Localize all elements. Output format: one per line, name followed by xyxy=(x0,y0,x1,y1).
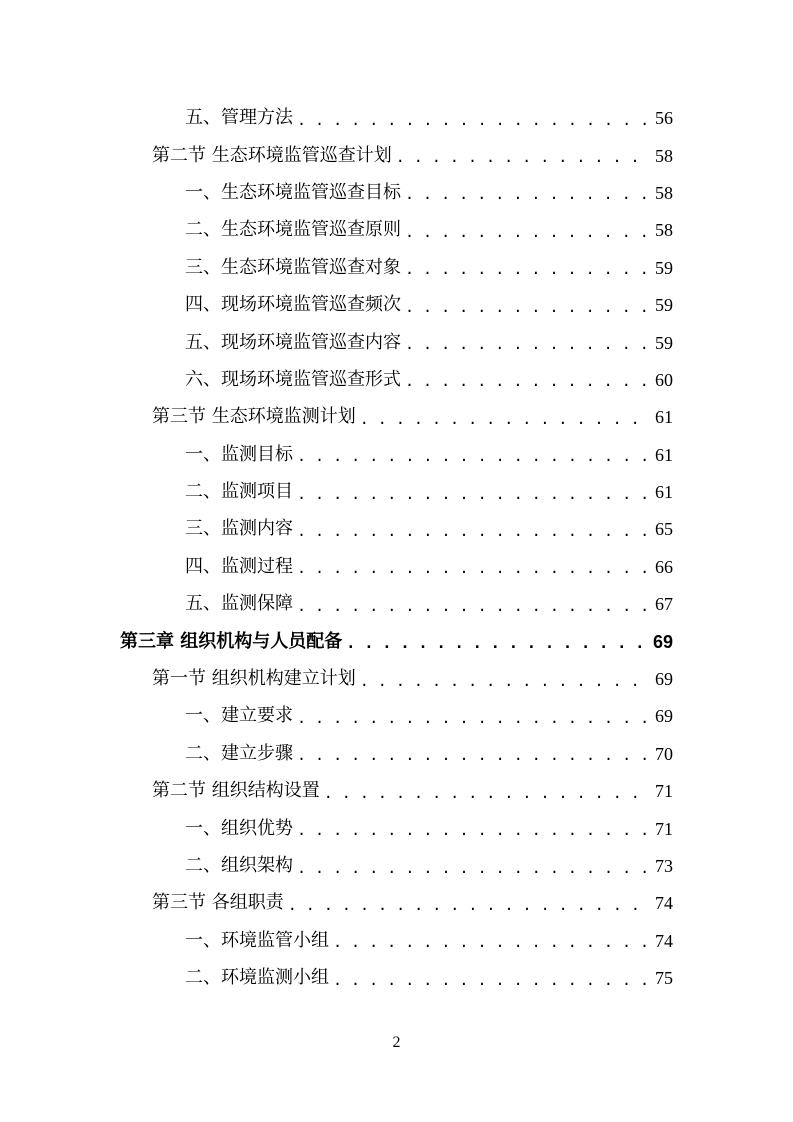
toc-entry-page: 67 xyxy=(655,594,673,615)
toc-entry-page: 66 xyxy=(655,556,673,577)
toc-entry-page: 59 xyxy=(655,295,673,316)
toc-entry-title: 一、环境监管小组 xyxy=(185,929,329,951)
toc-entry[interactable] xyxy=(0,436,793,473)
toc-entry-page: 71 xyxy=(655,781,673,802)
toc-dot-leader xyxy=(405,374,647,389)
toc-dot-leader xyxy=(333,935,647,950)
toc-entry[interactable] xyxy=(0,100,793,137)
toc-dot-leader xyxy=(333,973,647,988)
toc-entry-page: 61 xyxy=(655,444,673,465)
toc-entry-page: 74 xyxy=(655,893,673,914)
toc-entry-page: 59 xyxy=(655,332,673,353)
toc-entry[interactable] xyxy=(0,511,793,548)
toc-dot-leader xyxy=(324,786,647,801)
toc-dot-leader xyxy=(297,711,647,726)
toc-entry[interactable] xyxy=(0,249,793,286)
toc-entry-title: 六、现场环境监管巡查形式 xyxy=(185,368,401,390)
toc-entry-title: 二、建立步骤 xyxy=(185,742,293,764)
toc-dot-leader xyxy=(297,113,647,128)
toc-entry-page: 58 xyxy=(655,182,673,203)
toc-entry[interactable] xyxy=(0,735,793,772)
toc-entry[interactable] xyxy=(0,698,793,735)
toc-entry[interactable] xyxy=(0,212,793,249)
toc-dot-leader xyxy=(297,823,647,838)
toc-entry-title: 五、现场环境监管巡查内容 xyxy=(185,331,401,353)
toc-entry-title: 一、组织优势 xyxy=(185,817,293,839)
toc-dot-leader xyxy=(297,599,647,614)
toc-entry-page: 61 xyxy=(655,482,673,503)
toc-entry[interactable] xyxy=(0,137,793,174)
toc-entry-title: 三、生态环境监管巡查对象 xyxy=(185,256,401,278)
toc-entry-page: 75 xyxy=(655,968,673,989)
toc-entry-title: 三、监测内容 xyxy=(185,518,293,540)
toc-entry[interactable] xyxy=(0,810,793,847)
toc-entry-title: 二、组织架构 xyxy=(185,855,293,876)
toc-dot-leader xyxy=(297,449,647,464)
toc-entry-title: 五、管理方法 xyxy=(185,107,293,129)
toc-entry[interactable] xyxy=(0,660,793,697)
toc-entry[interactable] xyxy=(0,324,793,361)
toc-entry-title: 四、现场环境监管巡查频次 xyxy=(185,294,401,316)
toc-entry[interactable] xyxy=(0,286,793,323)
toc-entry-title: 一、监测目标 xyxy=(185,443,293,465)
toc-dot-leader xyxy=(297,487,647,502)
toc-entry-title: 二、环境监测小组 xyxy=(185,967,329,989)
toc-dot-leader xyxy=(405,300,647,315)
toc-entry-title: 第二节 生态环境监管巡查计划 xyxy=(152,144,392,166)
toc-dot-leader xyxy=(396,150,647,165)
toc-entry-title: 第三节 各组职责 xyxy=(152,892,284,914)
toc-entry-title: 第三章 组织机构与人员配备 xyxy=(120,630,343,652)
toc-dot-leader xyxy=(297,561,647,576)
toc-entry-title: 一、建立要求 xyxy=(185,705,293,727)
page-number: 2 xyxy=(392,1034,401,1051)
toc-entry[interactable] xyxy=(0,959,793,996)
toc-entry-page: 61 xyxy=(655,407,673,428)
toc-entry-page: 74 xyxy=(655,930,673,951)
toc-entry-title: 五、监测保障 xyxy=(185,593,293,615)
toc-dot-leader xyxy=(297,748,647,763)
toc-entry-page: 69 xyxy=(655,669,673,690)
table-of-contents xyxy=(0,100,793,997)
toc-entry[interactable] xyxy=(0,885,793,922)
toc-dot-leader xyxy=(297,524,647,539)
toc-entry-page: 58 xyxy=(655,145,673,166)
toc-entry-title: 二、生态环境监管巡查原则 xyxy=(185,219,401,241)
toc-entry-page: 69 xyxy=(652,631,673,652)
toc-entry[interactable] xyxy=(0,473,793,510)
toc-dot-leader xyxy=(405,225,647,240)
toc-entry[interactable] xyxy=(0,399,793,436)
toc-entry[interactable] xyxy=(0,847,793,884)
toc-dot-leader xyxy=(405,262,647,277)
toc-entry[interactable] xyxy=(0,174,793,211)
toc-entry-page: 70 xyxy=(655,743,673,764)
toc-entry-title: 四、监测过程 xyxy=(185,555,293,577)
toc-entry[interactable] xyxy=(0,361,793,398)
toc-entry-page: 71 xyxy=(655,818,673,839)
toc-entry-title: 一、生态环境监管巡查目标 xyxy=(185,181,401,203)
toc-dot-leader xyxy=(360,674,647,689)
toc-entry[interactable] xyxy=(0,586,793,623)
toc-entry-title: 第三节 生态环境监测计划 xyxy=(152,406,356,428)
toc-entry-page: 58 xyxy=(655,220,673,241)
toc-dot-leader xyxy=(405,337,647,352)
toc-entry[interactable] xyxy=(0,773,793,810)
toc-dot-leader xyxy=(405,187,647,202)
toc-dot-leader xyxy=(297,861,647,876)
toc-entry-page: 65 xyxy=(655,519,673,540)
toc-dot-leader xyxy=(360,412,647,427)
toc-dot-leader xyxy=(288,898,647,913)
toc-entry-page: 73 xyxy=(655,856,673,876)
toc-entry[interactable] xyxy=(0,548,793,585)
toc-entry-page: 69 xyxy=(655,706,673,727)
toc-entry-title: 第二节 组织结构设置 xyxy=(152,780,320,802)
toc-entry-page: 59 xyxy=(655,257,673,278)
toc-entry-title: 第一节 组织机构建立计划 xyxy=(152,668,356,690)
toc-entry[interactable] xyxy=(0,922,793,959)
toc-entry-title: 二、监测项目 xyxy=(185,481,293,503)
toc-entry-page: 60 xyxy=(655,369,673,390)
toc-dot-leader xyxy=(346,636,647,651)
toc-entry-page: 56 xyxy=(655,108,673,129)
toc-entry-chapter[interactable] xyxy=(0,623,793,660)
